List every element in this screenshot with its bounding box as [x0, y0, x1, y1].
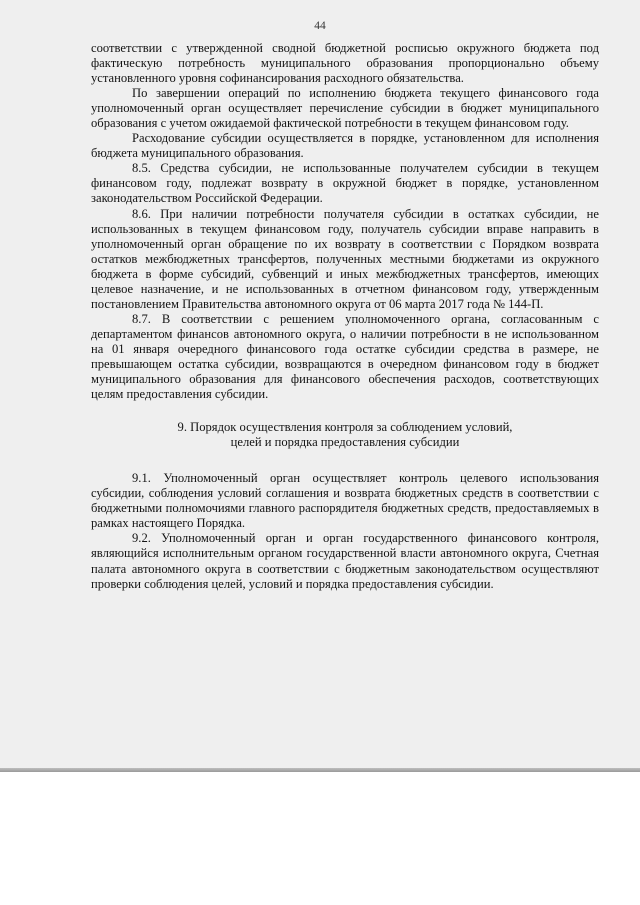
- section-9-body: [91, 471, 599, 591]
- paragraph: Расходование субсидии осуществляется в порядке, установленном для исполнения бюджета муниципального образования.: [91, 131, 599, 161]
- section-heading-line-2: целей и порядка предоставления субсидии: [230, 435, 460, 450]
- section-8-continuation: [91, 41, 599, 402]
- document-body: [91, 41, 599, 592]
- paragraph: 8.6. При наличии потребности получателя субсидии в остатках субсидии, не использованных в текущем финансовом году, получатель субсидии вправе направить в уполномоченный орган обращение по их возврату в соответствии с Порядком возврата остатков межбюджетных трансфертов, полученных местными бюджетами из окружного бюджета в форме субсидий, субвенций и иных межбюджетных трансфертов, имеющих целевое назначение, и не использованных в отчетном финансовом году, утвержденным постановлением Правительства автономного округа от 06 марта 2017 года № 144-П.: [91, 206, 599, 311]
- section-heading: [91, 420, 599, 450]
- paragraph: 9.1. Уполномоченный орган осуществляет контроль целевого использования субсидии, соблюдения условий соглашения и возврата бюджетных средств в соответствии с бюджетными полномочиями главного распорядителя бюджетных средств, предоставляемых в рамках настоящего Порядка.: [91, 471, 599, 531]
- page-number: 44: [314, 20, 326, 32]
- section-heading-line-1: 9. Порядок осуществления контроля за соблюдением условий,: [177, 420, 513, 435]
- paragraph: По завершении операций по исполнению бюджета текущего финансового года уполномоченный орган осуществляет перечисление субсидии в бюджет муниципального образования с учетом ожидаемой фактической потребности в текущем финансовом году.: [91, 86, 599, 131]
- paragraph: 8.5. Средства субсидии, не использованные получателем субсидии в текущем финансовом году, подлежат возврату в окружной бюджет в порядке, установленном законодательством Российской Федерации.: [91, 161, 599, 206]
- paragraph: 9.2. Уполномоченный орган и орган государственного финансового контроля, являющийся исполнительным органом государственной власти автономного округа, Счетная палата автономного округа в соответствии с бюджетным законодательством осуществляют проверки соблюдения целей, условий и порядка предоставления субсидии.: [91, 531, 599, 591]
- paragraph: 8.7. В соответствии с решением уполномоченного органа, согласованным с департаментом финансов автономного округа, о наличии потребности в не использованном на 01 января очередного финансового года остатке субсидии средства в размере, не превышающем остатка субсидии, возвращаются в очередном финансовом году в бюджет муниципального образования для финансового обеспечения расходов, соответствующих целям предоставления субсидии.: [91, 311, 599, 402]
- paragraph: соответствии с утвержденной сводной бюджетной росписью окружного бюджета под фактическую потребность муниципального образования пропорционально объему установленного уровня софинансирования расходного обязательства.: [91, 41, 599, 86]
